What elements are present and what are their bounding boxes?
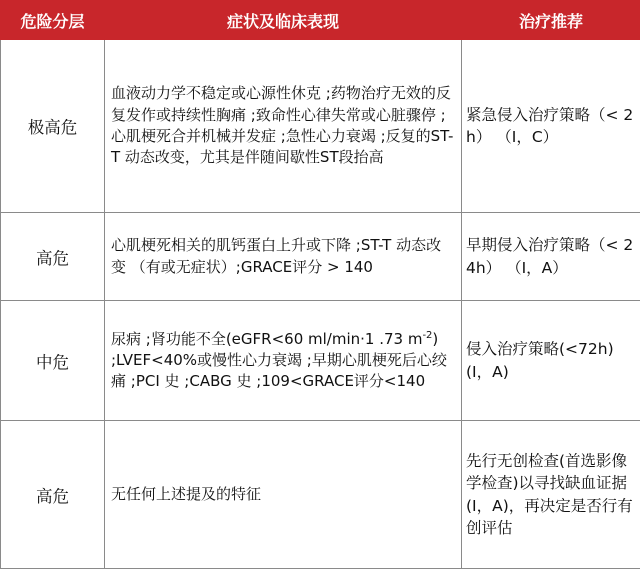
treatment-cell: 侵入治疗策略(<72h)(I，A) — [462, 301, 640, 421]
symptoms-cell: 血液动力学不稳定或心源性休克 ;药物治疗无效的反复发作或持续性胸痛 ;致命性心律失常或心脏骤停 ;心肌梗死合并机械并发症 ;急性心力衰竭 ;反复的ST-T 动态改变，尤其是伴随间歇性ST段抬高 — [105, 40, 462, 213]
treatment-cell: 紧急侵入治疗策略（< 2h） （I，C） — [462, 40, 640, 213]
treatment-cell: 早期侵入治疗策略（< 24h） （I，A） — [462, 213, 640, 301]
risk-level-cell: 高危 — [1, 421, 105, 569]
header-treatment: 治疗推荐 — [462, 1, 640, 40]
symptoms-cell: 无任何上述提及的特征 — [105, 421, 462, 569]
table-row — [1, 40, 640, 213]
table-row — [1, 213, 640, 301]
symptoms-text-part: 尿病 ;肾功能不全(eGFR<60 ml/min·1 .73 m — [111, 329, 423, 348]
risk-level-cell: 极高危 — [1, 40, 105, 213]
symptoms-cell: 心肌梗死相关的肌钙蛋白上升或下降 ;ST-T 动态改变 （有或无症状）;GRACE评分 > 140 — [105, 213, 462, 301]
risk-level-cell: 中危 — [1, 301, 105, 421]
symptoms-text-part: ) ;LVEF<40%或慢性心力衰竭 ;早期心肌梗死后心绞痛 ;PCI 史 ;CABG 史 ;109<GRACE评分<140 — [111, 329, 447, 391]
treatment-cell: 先行无创检查(首选影像学检查)以寻找缺血证据(I，A)，再决定是否行有创评估 — [462, 421, 640, 569]
header-risk-level: 危险分层 — [1, 1, 105, 40]
risk-level-cell: 高危 — [1, 213, 105, 301]
table-header-row — [1, 1, 640, 40]
symptoms-cell — [105, 301, 462, 421]
table-row — [1, 301, 640, 421]
superscript-text: -2 — [422, 329, 433, 341]
table-row — [1, 421, 640, 569]
header-symptoms: 症状及临床表现 — [105, 1, 462, 40]
